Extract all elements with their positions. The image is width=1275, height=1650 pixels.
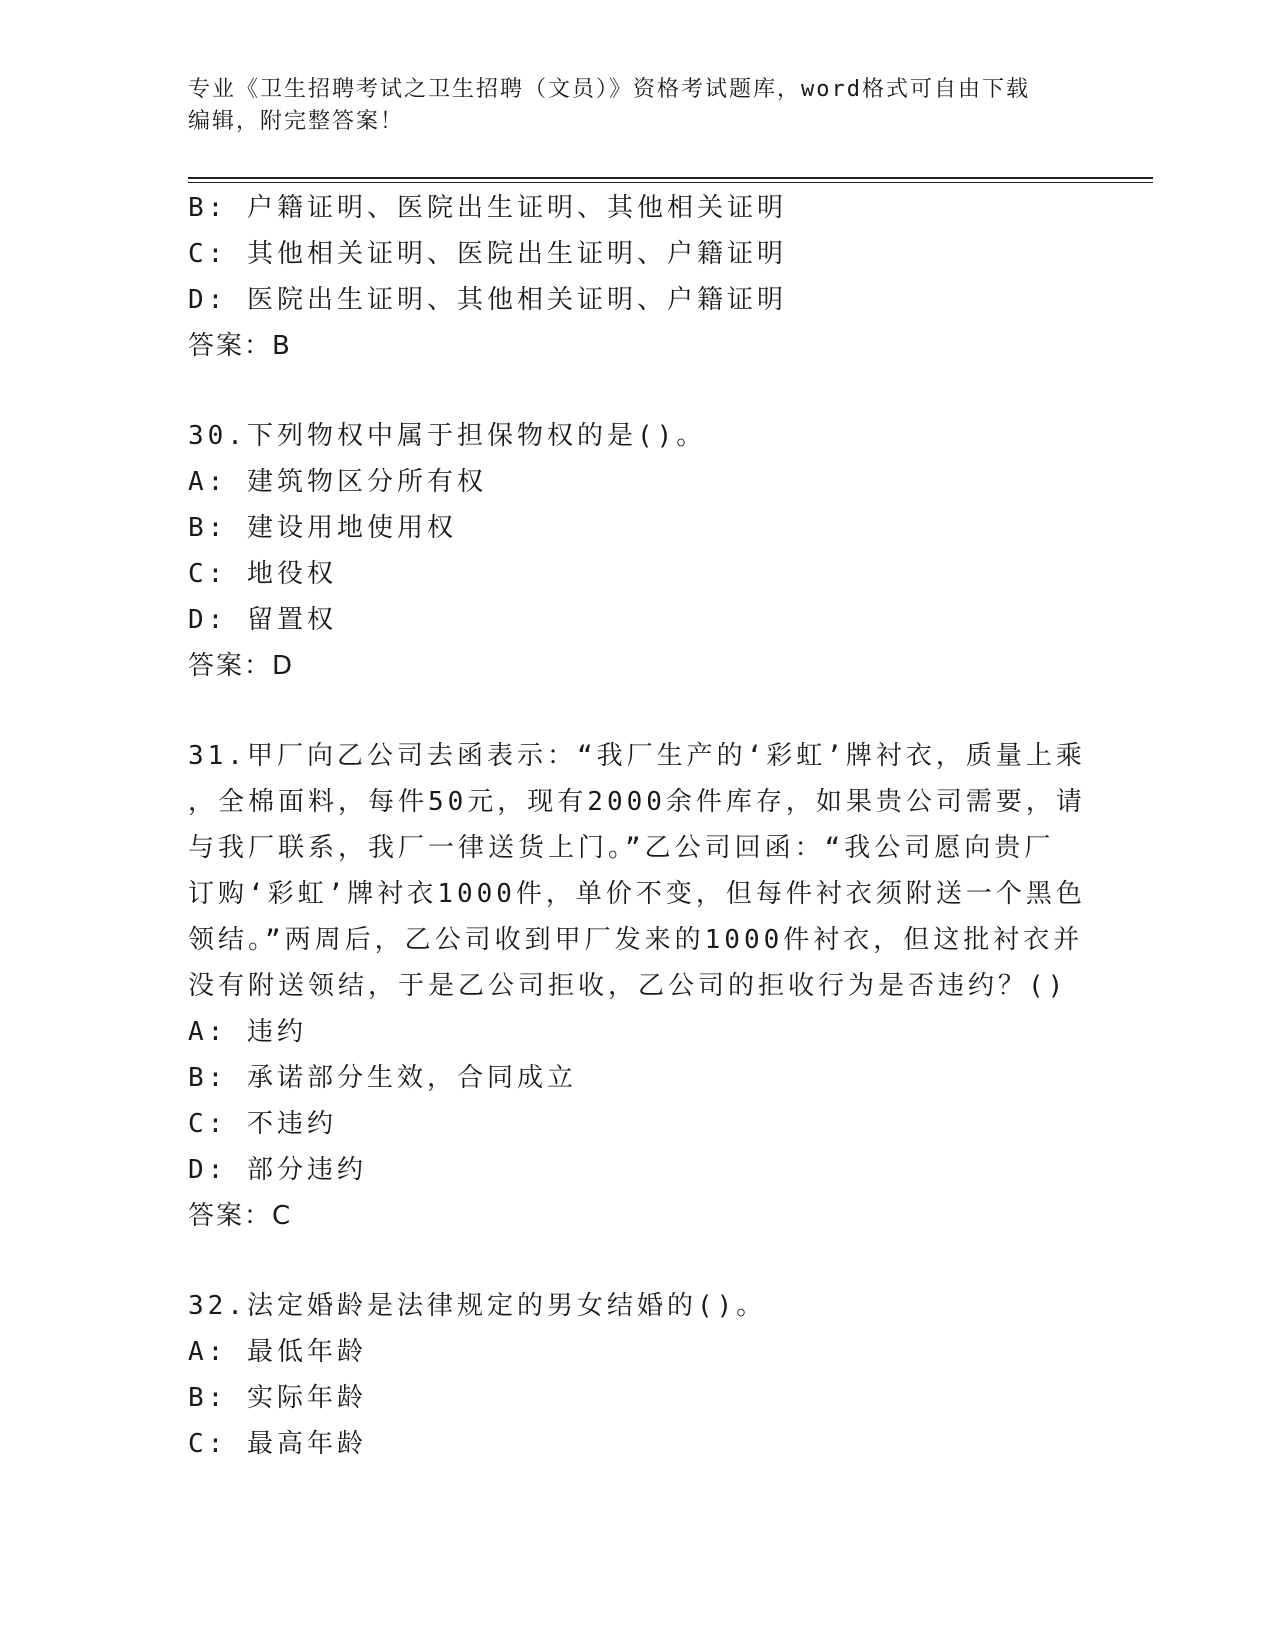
option-d: D: 医院出生证明、其他相关证明、户籍证明 [188, 285, 787, 315]
option-c: C: 最高年龄 [188, 1429, 367, 1459]
option-a: A: 最低年龄 [188, 1337, 367, 1367]
option-c: C: 其他相关证明、医院出生证明、户籍证明 [188, 239, 787, 269]
answer: 答案：C [188, 1201, 293, 1231]
stem-line: 订购‘彩虹’牌衬衣1000件，单价不变，但每件衬衣须附送一个黑色 [188, 879, 1086, 909]
option-b: B: 承诺部分生效，合同成立 [188, 1063, 577, 1093]
stem-line: 没有附送领结，于是乙公司拒收，乙公司的拒收行为是否违约？() [188, 971, 1068, 1001]
option-a: A: 违约 [188, 1017, 307, 1047]
option-d: D: 留置权 [188, 605, 337, 635]
header-line-1: 专业《卫生招聘考试之卫生招聘（文员）》资格考试题库，word格式可自由下载 [188, 77, 1030, 102]
stem-line: 31.甲厂向乙公司去函表示：“我厂生产的‘彩虹’牌衬衣，质量上乘 [188, 741, 1086, 771]
header-divider-thin [188, 182, 1153, 183]
stem-line: ，全棉面料，每件50元，现有2000余件库存，如果贵公司需要，请 [188, 787, 1086, 817]
question-30 [188, 413, 1088, 689]
question-stem: 30.下列物权中属于担保物权的是()。 [188, 421, 707, 451]
question-32 [188, 1283, 1088, 1467]
header-divider-thick [188, 177, 1153, 179]
option-b: B: 实际年龄 [188, 1383, 367, 1413]
option-b: B: 建设用地使用权 [188, 513, 457, 543]
document-header [188, 74, 1068, 138]
stem-line: 与我厂联系，我厂一律送货上门。”乙公司回函：“我公司愿向贵厂 [188, 833, 1055, 863]
answer: 答案：B [188, 331, 292, 361]
header-line-2: 编辑，附完整答案！ [188, 109, 405, 134]
stem-line: 领结。”两周后，乙公司收到甲厂发来的1000件衬衣，但这批衬衣并 [188, 925, 1084, 955]
option-c: C: 地役权 [188, 559, 337, 589]
option-c: C: 不违约 [188, 1109, 337, 1139]
question-29 [188, 185, 1088, 369]
question-stem: 32.法定婚龄是法律规定的男女结婚的()。 [188, 1291, 767, 1321]
option-d: D: 部分违约 [188, 1155, 367, 1185]
question-31 [188, 733, 1088, 1239]
option-b: B: 户籍证明、医院出生证明、其他相关证明 [188, 193, 787, 223]
question-list [188, 185, 1088, 1467]
question-stem [188, 733, 1088, 1009]
answer: 答案：D [188, 651, 295, 681]
option-a: A: 建筑物区分所有权 [188, 467, 487, 497]
